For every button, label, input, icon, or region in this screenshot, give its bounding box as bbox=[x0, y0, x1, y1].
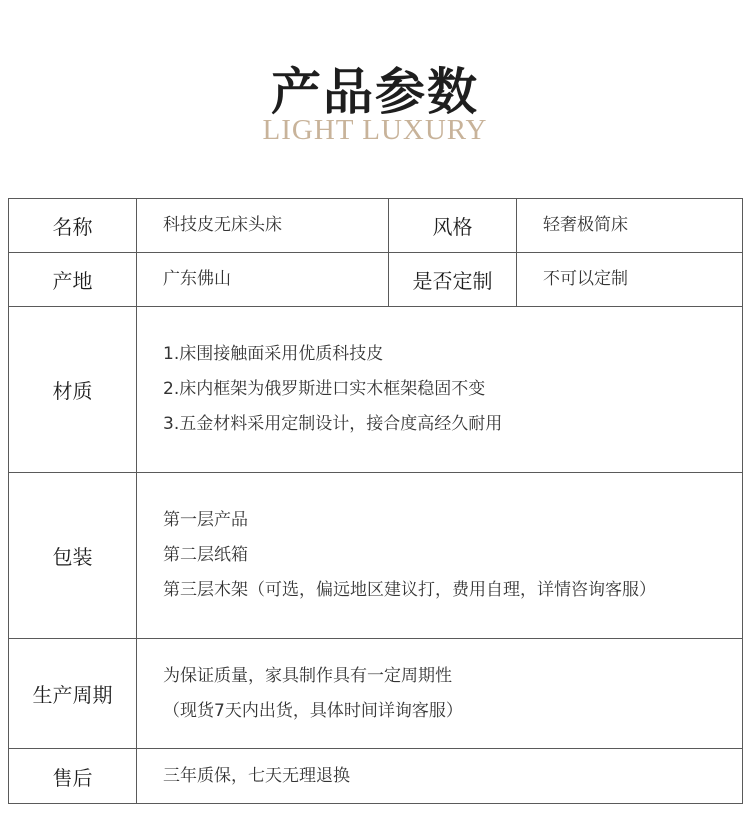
cycle-line: （现货7天内出货，具体时间详询客服） bbox=[163, 700, 463, 721]
custom-value: 不可以定制 bbox=[517, 253, 743, 307]
style-label: 风格 bbox=[389, 199, 517, 253]
table-row bbox=[9, 749, 743, 804]
table-row bbox=[9, 473, 743, 639]
packaging-line: 第一层产品 bbox=[163, 510, 248, 530]
cycle-label: 生产周期 bbox=[9, 639, 137, 749]
page-title: 产品参数 bbox=[271, 62, 479, 121]
page-subtitle: LIGHT LUXURY bbox=[262, 114, 488, 146]
custom-label: 是否定制 bbox=[389, 253, 517, 307]
style-value: 轻奢极简床 bbox=[517, 199, 743, 253]
name-label: 名称 bbox=[9, 199, 137, 253]
aftersale-label: 售后 bbox=[9, 749, 137, 804]
packaging-label: 包装 bbox=[9, 473, 137, 639]
packaging-line: 第二层纸箱 bbox=[163, 545, 248, 565]
material-line: 1.床围接触面采用优质科技皮 bbox=[163, 344, 384, 364]
cycle-line: 为保证质量，家具制作具有一定周期性 bbox=[163, 665, 452, 686]
material-line: 2.床内框架为俄罗斯进口实木框架稳固不变 bbox=[163, 379, 486, 399]
origin-label: 产地 bbox=[9, 253, 137, 307]
table-row bbox=[9, 253, 743, 307]
table-row bbox=[9, 307, 743, 473]
aftersale-value: 三年质保，七天无理退换 bbox=[137, 749, 743, 804]
origin-value: 广东佛山 bbox=[137, 253, 389, 307]
material-line: 3.五金材料采用定制设计，接合度高经久耐用 bbox=[163, 414, 503, 434]
material-value bbox=[137, 307, 743, 473]
material-label: 材质 bbox=[9, 307, 137, 473]
table-row bbox=[9, 199, 743, 253]
cycle-value bbox=[137, 639, 743, 749]
packaging-line: 第三层木架（可选，偏远地区建议打，费用自理，详情咨询客服） bbox=[163, 580, 656, 600]
table-row bbox=[9, 639, 743, 749]
product-params-table bbox=[8, 198, 743, 804]
name-value: 科技皮无床头床 bbox=[137, 199, 389, 253]
packaging-value bbox=[137, 473, 743, 639]
